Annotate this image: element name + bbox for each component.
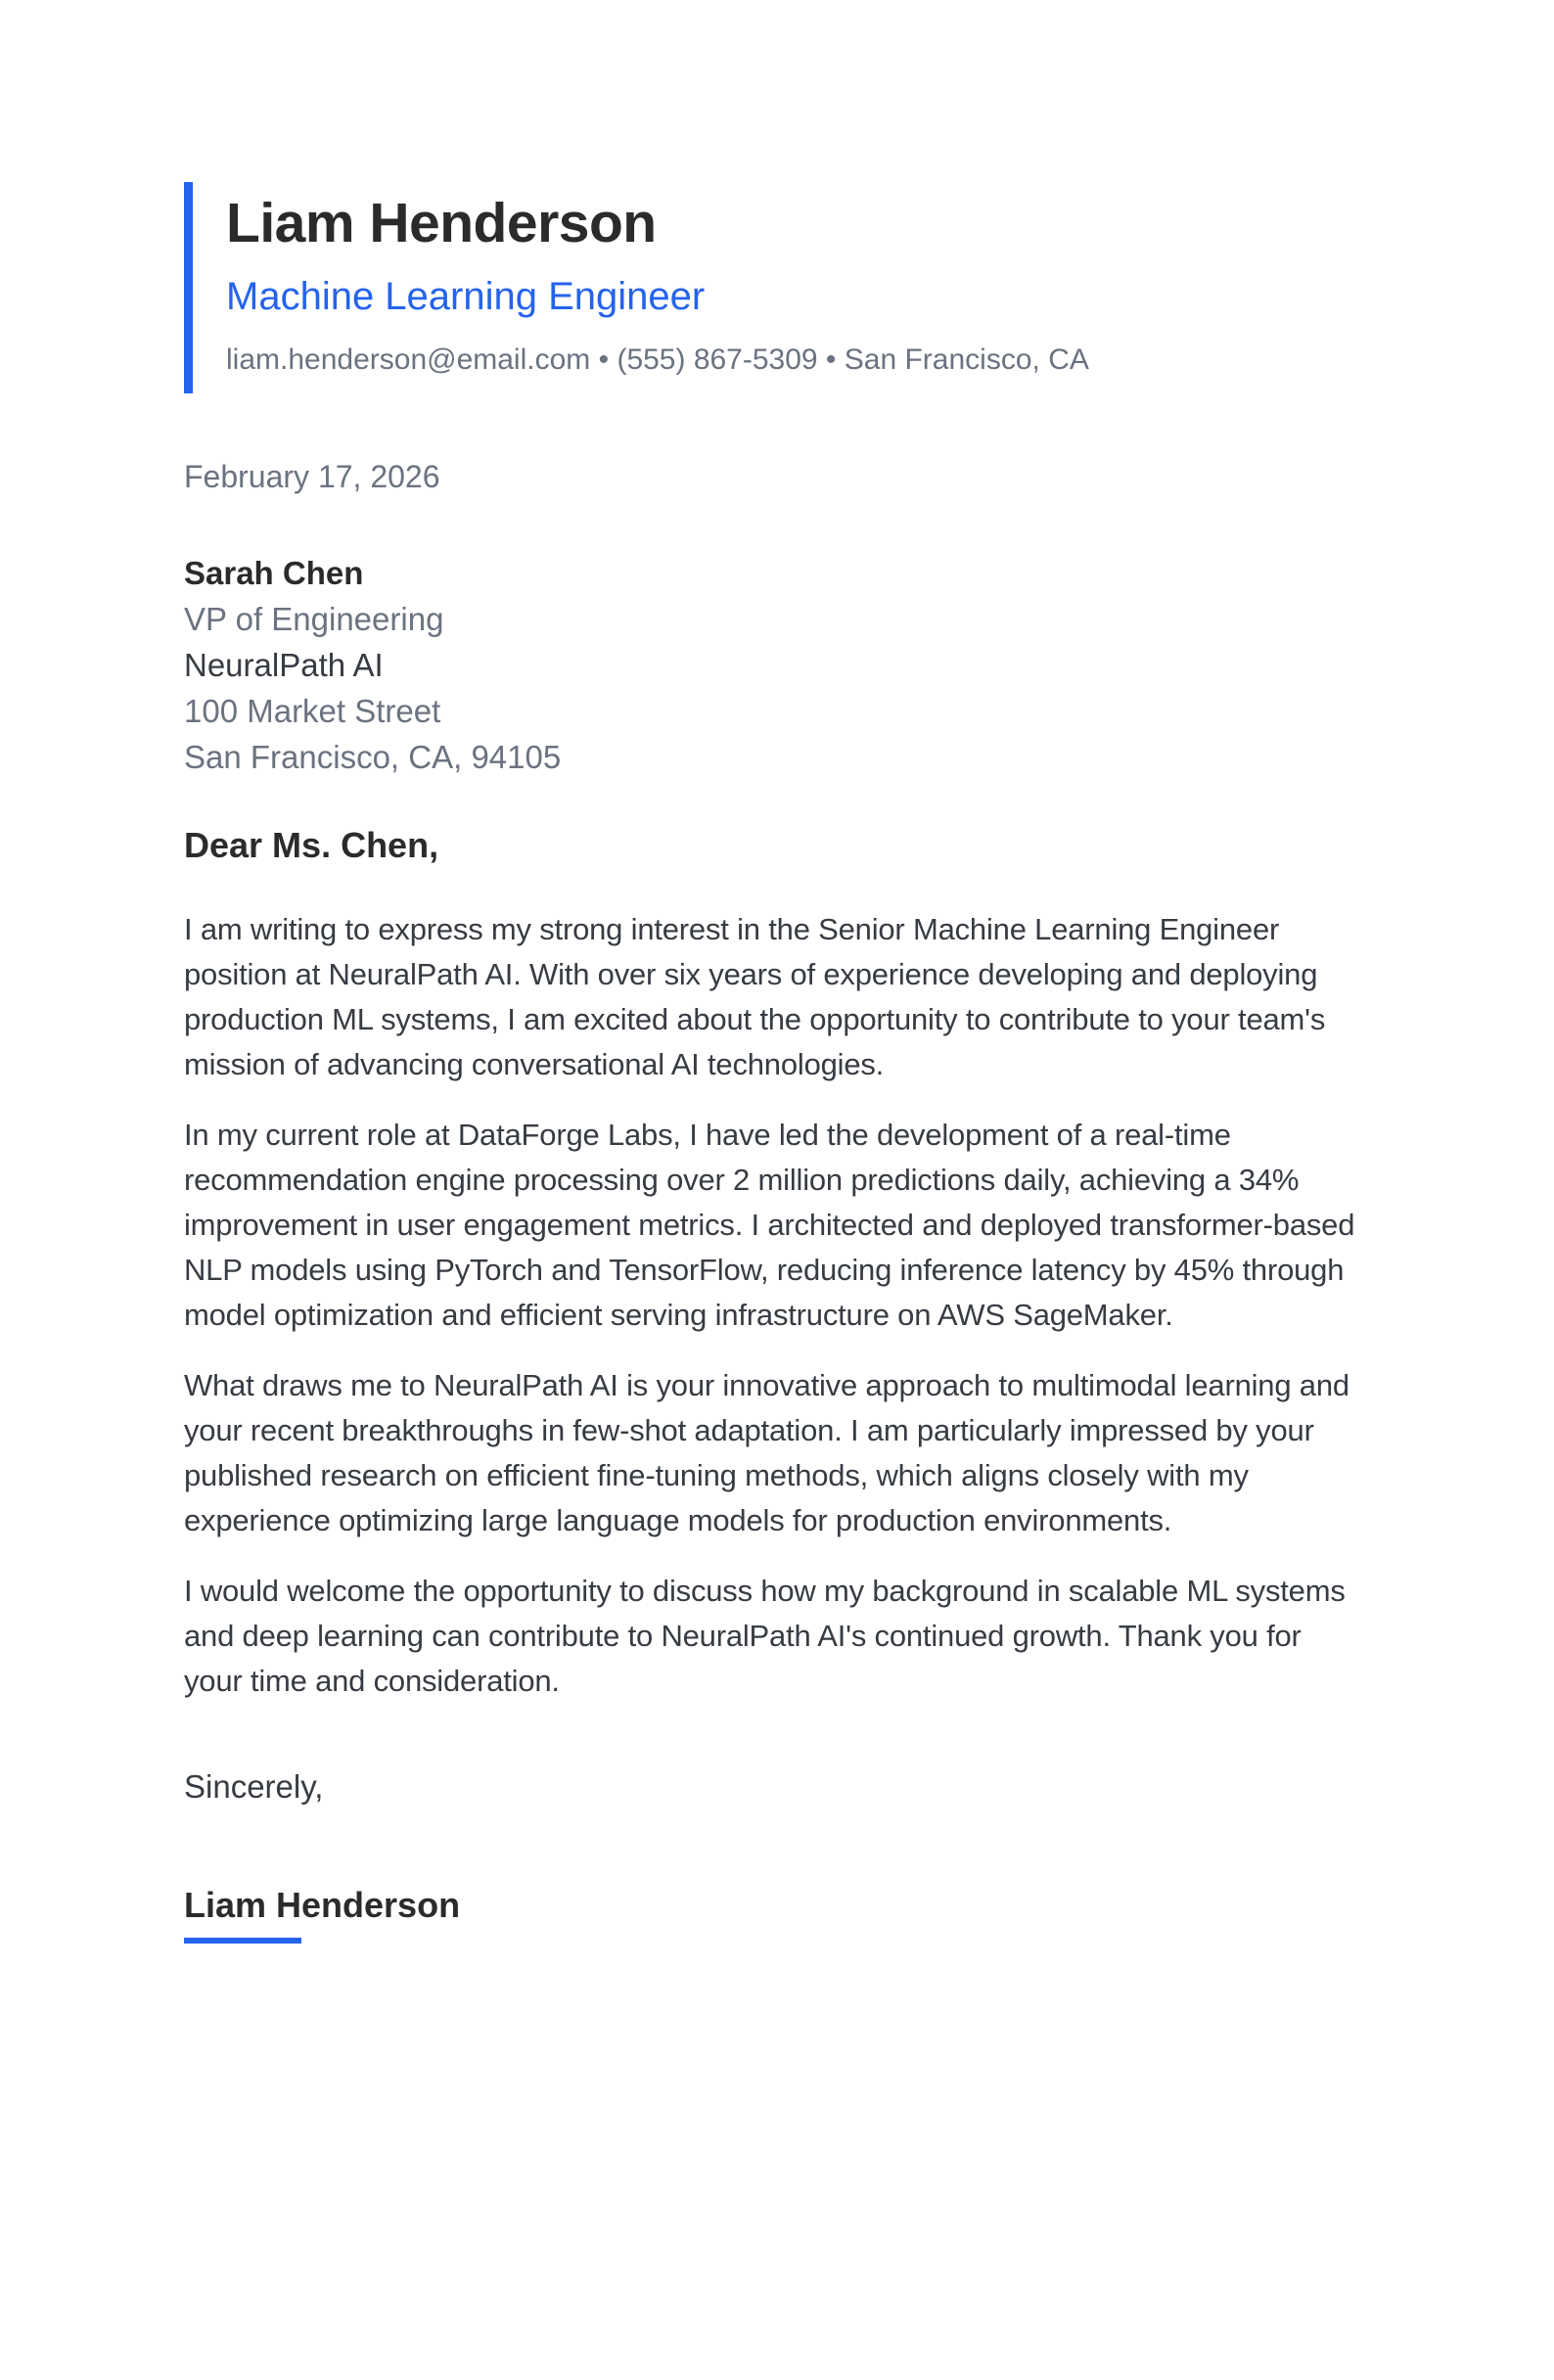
body-paragraph-2: In my current role at DataForge Labs, I have led the development of a real-time recommendation engine processing over 2 million predictions daily, achieving a 34% improvement in user engagement metrics. I architected and deployed transformer-based NLP models using PyTorch and TensorFlow, reducing inference latency by 45% through model optimization and efficient serving infrastructure on AWS SageMaker.: [184, 1118, 1355, 1333]
recipient-block: [184, 550, 1358, 780]
candidate-name: Liam Henderson: [226, 192, 657, 254]
letter-date: February 17, 2026: [184, 458, 440, 494]
recipient-city: San Francisco, CA, 94105: [184, 738, 562, 775]
closing: Sincerely,: [184, 1768, 324, 1806]
signature-name: Liam Henderson: [184, 1885, 461, 1926]
candidate-job-title: Machine Learning Engineer: [226, 275, 706, 318]
letter-header: [184, 182, 1358, 393]
signature-underline: [184, 1938, 301, 1944]
recipient-job-title: VP of Engineering: [184, 600, 444, 637]
body-paragraph-4: I would welcome the opportunity to discuss how my background in scalable ML systems and deep learning can contribute to NeuralPath AI's continued growth. Thank you for your time and consideration.: [184, 1574, 1346, 1699]
salutation: Dear Ms. Chen,: [184, 824, 439, 865]
contact-info: liam.henderson@email.com • (555) 867-5309 • San Francisco, CA: [226, 343, 1089, 376]
cover-letter-page: [0, 182, 1554, 2380]
body-paragraph-1: I am writing to express my strong interest in the Senior Machine Learning Engineer position at NeuralPath AI. With over six years of experience developing and deploying production ML systems, I am excited about the opportunity to contribute to your team's mission of advancing conversational AI technologies.: [184, 912, 1326, 1082]
recipient-street: 100 Market Street: [184, 692, 441, 729]
body-paragraph-3: What draws me to NeuralPath AI is your innovative approach to multimodal learning and your recent breakthroughs in few-shot adaptation. I am particularly impressed by your published research on efficient fine-tuning methods, which aligns closely with my experience optimizing large language models for production environments.: [184, 1368, 1349, 1538]
recipient-name: Sarah Chen: [184, 554, 364, 591]
recipient-company: NeuralPath AI: [184, 646, 384, 683]
